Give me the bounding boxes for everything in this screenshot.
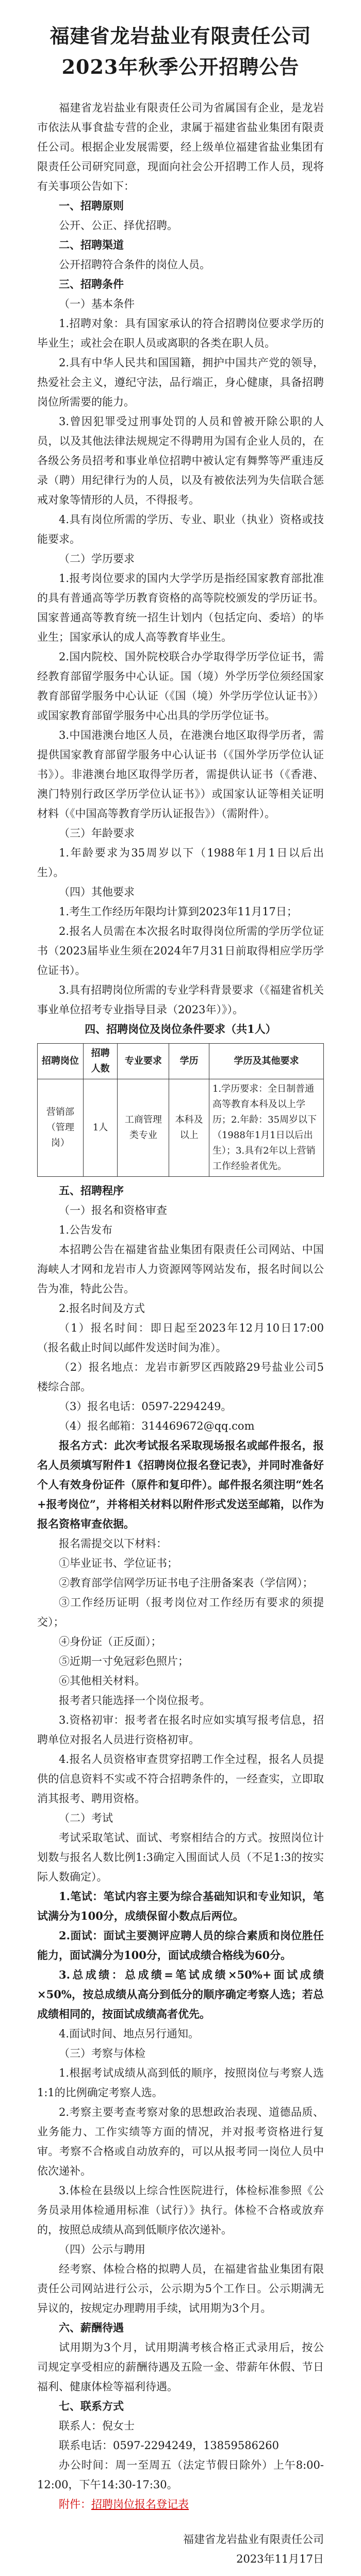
materials-item: ①毕业证书、学位证书； (59, 1557, 178, 1569)
exam-item: 3.总成绩：总成绩=笔试成绩×50%+面试成绩×50%，按总成绩从高分到低分的顺序确定考察人选；若总成绩相同的，按面试成绩高者优先。 (37, 1968, 324, 2020)
section-3-basic-item: 1.招聘对象：具有国家承认的符合招聘岗位要求学历的毕业生；或社会在职人员或离职的各类在职人员。 (37, 317, 324, 349)
signature-company: 福建省龙岩盐业有限责任公司 (183, 2533, 324, 2546)
table-cell-major: 工商管理类专业 (118, 1079, 169, 1177)
review-item: 报考者只能选择一个岗位报考。 (59, 1694, 210, 1707)
section-1-title: 一、招聘原则 (59, 199, 124, 212)
table-cell-position: 营销部（管理岗） (38, 1079, 84, 1177)
section-3-other-item: 1.考生工作经历年限均计算到2023年11月17日； (59, 905, 298, 918)
check-item: 3.体检在县级以上综合性医院进行，体检标准参照《公务员录用体检通用标准（试行）》执行。体检不合格或放弃的，按照总成绩从高到低顺序依次递补。 (37, 2184, 324, 2236)
section-2-text: 公开招聘符合条件的岗位人员。 (59, 258, 210, 271)
section-5-registration-method-title: 2.报名时间及方式 (59, 1302, 145, 1315)
section-3-basic-item: 2.具有中华人民共和国国籍，拥护中国共产党的领导，热爱社会主义，遵纪守法，品行端正，身心健康，具备招聘岗位所需要的能力。 (37, 357, 324, 408)
section-5-publish-text: 本招聘公告在福建省盐业集团有限责任公司网站、中国海峡人才网和龙岩市人力资源网等网站发布，报名时间以公告为准，特此公告。 (37, 1243, 324, 1295)
section-5-exam-title: （二）考试 (59, 1812, 113, 1824)
registration-notice: 报名方式：此次考试报名采取现场报名或邮件报名，报名人员须填写附件1《招聘岗位报名登记表》，并同时准备好个人有效身份证件（原件和复印件）。邮件报名须注明“姓名+报考岗位”，并将相关材料以附件形式发送至邮箱，以作为报名资格审查依据。 (37, 1439, 324, 1530)
section-3-other-title: （四）其他要求 (59, 886, 135, 898)
check-item: 1.根据考试成绩从高到低的顺序，按照岗位与考察人选1:1的比例确定考察人选。 (37, 2067, 324, 2099)
table-header-cell: 招聘人数 (83, 1044, 118, 1079)
registration-email: （4）报名邮箱：314469672@qq.com (59, 1420, 255, 1432)
table-row (38, 1079, 324, 1177)
section-3-age-title: （三）年龄要求 (59, 827, 135, 839)
section-5-check-title: （三）考察与体检 (59, 2047, 145, 2060)
section-1-text: 公开、公正、择优招聘。 (59, 219, 178, 232)
title-line-2: 2023年秋季公开招聘公告 (61, 55, 300, 78)
section-6-title: 六、薪酬待遇 (59, 2321, 124, 2334)
materials-item: ⑥其他相关材料。 (59, 1675, 145, 1687)
section-3-other-item: 2.报名人员需在本次报名时取得岗位所需的学历学位证书（2023届毕业生须在2024年7月31日前取得相应学历学位证书）。 (37, 925, 324, 977)
table-header-cell: 招聘岗位 (38, 1044, 84, 1079)
table-header-cell: 学历及其他要求 (209, 1044, 323, 1079)
section-3-basic-item: 3.曾因犯罪受过刑事处罚的人员和曾被开除公职的人员，以及其他法律法规规定不得聘用为国有企业人员的，在各级公务员招考和事业单位招聘中被认定有舞弊等严重违反录（聘）用纪律行为的人员，以及有被依法列为失信联合惩戒对象等情形的人员，不得报考。 (37, 415, 324, 506)
section-5-publish-title: 1.公告发布 (59, 1224, 113, 1236)
review-item: 3.资格初审：报考者在报名时应如实填写报考信息，招聘单位对报名人员进行资格初审。 (37, 1714, 324, 1746)
registration-location: （2）报名地点：龙岩市新罗区西陂路29号盐业公司5楼综合部。 (37, 1361, 324, 1393)
contact-phone: 联系电话：0597-2294249，13859586260 (59, 2439, 280, 2452)
positions-table (37, 1043, 324, 1177)
title-line-1: 福建省龙岩盐业有限责任公司 (50, 24, 311, 47)
section-3-basic-title: （一）基本条件 (59, 298, 135, 310)
section-3-basic-item: 4.具有岗位所需的学历、专业、职业（执业）资格或技能要求。 (37, 513, 324, 545)
table-cell-education: 本科及以上 (169, 1079, 209, 1177)
announcement-body (37, 98, 324, 2569)
registration-time: （1）报名时间：即日起至2023年12月10日17:00（报名截止时间以邮件发送时间为准）。 (37, 1322, 324, 1354)
intro-paragraph: 福建省龙岩盐业有限责任公司为省属国有企业，是龙岩市依法从事食盐专营的企业，隶属于福建省盐业集团有限责任公司。根据企业发展需要，经上级单位福建省盐业集团有限责任公司研究同意，现面向社会公开招聘工作人员，现将有关事项公告如下： (37, 102, 324, 192)
section-3-age-text: 1.年龄要求为35周岁以下（1988年1月1日以后出生）。 (37, 847, 324, 879)
exam-item: 2.面试：面试主要测评应聘人员的综合素质和岗位胜任能力，面试满分为100分，面试成绩合格线为60分。 (37, 1929, 324, 1962)
materials-item: ⑤近期一寸免冠彩色照片； (59, 1655, 189, 1667)
section-7-title: 七、联系方式 (59, 2400, 124, 2412)
section-5-registration-title: （一）报名和资格审查 (59, 1204, 167, 1217)
contact-person: 联系人：倪女士 (59, 2420, 135, 2432)
section-3-title: 三、招聘条件 (59, 278, 124, 290)
materials-title: 报名需提交以下材料： (59, 1537, 167, 1550)
section-3-education-item: 1.报考岗位要求的国内大学学历是指经国家教育部批准的具有普通高等学历教育资格的高等院校颁发的学历证书。国家普通高等教育统一招生计划内（包括定向、委培）的毕业生；国家承认的成人高等教育毕业生。 (37, 572, 324, 643)
materials-item: ②教育部学信网学历证书电子注册备案表（学信网）； (59, 1577, 314, 1589)
section-3-education-title: （二）学历要求 (59, 553, 135, 565)
section-2-title: 二、招聘渠道 (59, 238, 124, 251)
section-3-education-item: 3.中国港澳台地区人员，在港澳台地区取得学历者，需提供国家教育部留学服务中心认证书（《国外学历学位认证书》）。非港澳台地区取得学历者，需提供认证书（《香港、澳门特别行政区学历学位认证书》）或国家认证等相关证明材料（《中国高等教育学历认证报告》）（需附件）。 (37, 729, 324, 820)
table-header-cell: 专业要求 (118, 1044, 169, 1079)
attachment-line (37, 2494, 324, 2514)
attachment-link[interactable]: 招聘岗位报名登记表 (91, 2498, 189, 2510)
materials-item: ③工作经历证明（报考岗位对工作经历有要求的须提交）； (37, 1596, 324, 1628)
table-cell-requirements: 1.学历要求：全日制普通高等教育本科及以上学历；2.年龄：35周岁以下（1988年1月1日以后出生）；3.具有2年以上营销工作经验者优先。 (209, 1079, 323, 1177)
materials-item: ④身份证（正反面）； (59, 1635, 162, 1648)
salary-text: 试用期为3个月，试用期满考核合格正式录用后，按公司规定享受相应的薪酬待遇及五险一金、带薪年休假、节日福利、健康体检等福利待遇。 (37, 2341, 324, 2393)
signature-date: 2023年11月17日 (236, 2553, 324, 2565)
table-cell-count: 1人 (83, 1079, 118, 1177)
section-4-title: 四、招聘岗位及岗位条件要求（共1人） (85, 1023, 276, 1035)
section-5-title: 五、招聘程序 (59, 1184, 124, 1197)
public-text: 经考察、体检合格的拟聘人员，在福建省盐业集团有限责任公司网站进行公示，公示期为5个工作日。公示期满无异议的，按规定办理聘用手续，试用期为3个月。 (37, 2263, 324, 2314)
exam-item: 1.笔试：笔试内容主要为综合基础知识和专业知识，笔试满分为100分，成绩保留小数点后两位。 (37, 1890, 324, 1922)
title-block (0, 0, 361, 83)
table-header-cell: 学历 (169, 1044, 209, 1079)
review-item: 4.报名人员资格审查贯穿招聘工作全过程，报名人员提供的信息资料不实或不符合招聘条件的，一经查实，立即取消其报考、聘用资格。 (37, 1753, 324, 1805)
section-3-education-item: 2.国内院校、国外院校联合办学取得学历学位证书，需经教育部留学服务中心认证。国（境）外学历学位须经国家教育部留学服务中心认证（《国（境）外学历学位认证书》）或国家教育部留学服务中心出具的学历学位证书。 (37, 651, 324, 722)
exam-item: 考试采取笔试、面试、考察相结合的方式。按照岗位计划数与报名人数比例1:3确定入围面试人员（不足1:3的按实际人数确定）。 (37, 1832, 324, 1883)
section-5-public-title: （四）公示与聘用 (59, 2243, 145, 2256)
registration-phone: （3）报名电话：0597-2294249。 (59, 1400, 232, 1413)
check-item: 2.考察主要考查考察对象的思想政治表现、道德品质、业务能力、工作实绩等方面的情况，并对报考资格进行复审。考察不合格或自动放弃的，可以从报考同一岗位人员中依次递补。 (37, 2106, 324, 2177)
attachment-label: 附件： (59, 2498, 91, 2510)
section-3-other-item: 3.具有招聘岗位所需的专业学科背景要求（《福建省机关事业单位招考专业指导目录（2023年）》）。 (37, 984, 324, 1016)
contact-hours: 办公时间：周一至周五（法定节假日除外）上午8:00-12:00，下午14:30-17:30。 (37, 2459, 324, 2491)
exam-item: 4.面试时间、地点另行通知。 (59, 2028, 200, 2040)
table-header-row (38, 1044, 324, 1079)
